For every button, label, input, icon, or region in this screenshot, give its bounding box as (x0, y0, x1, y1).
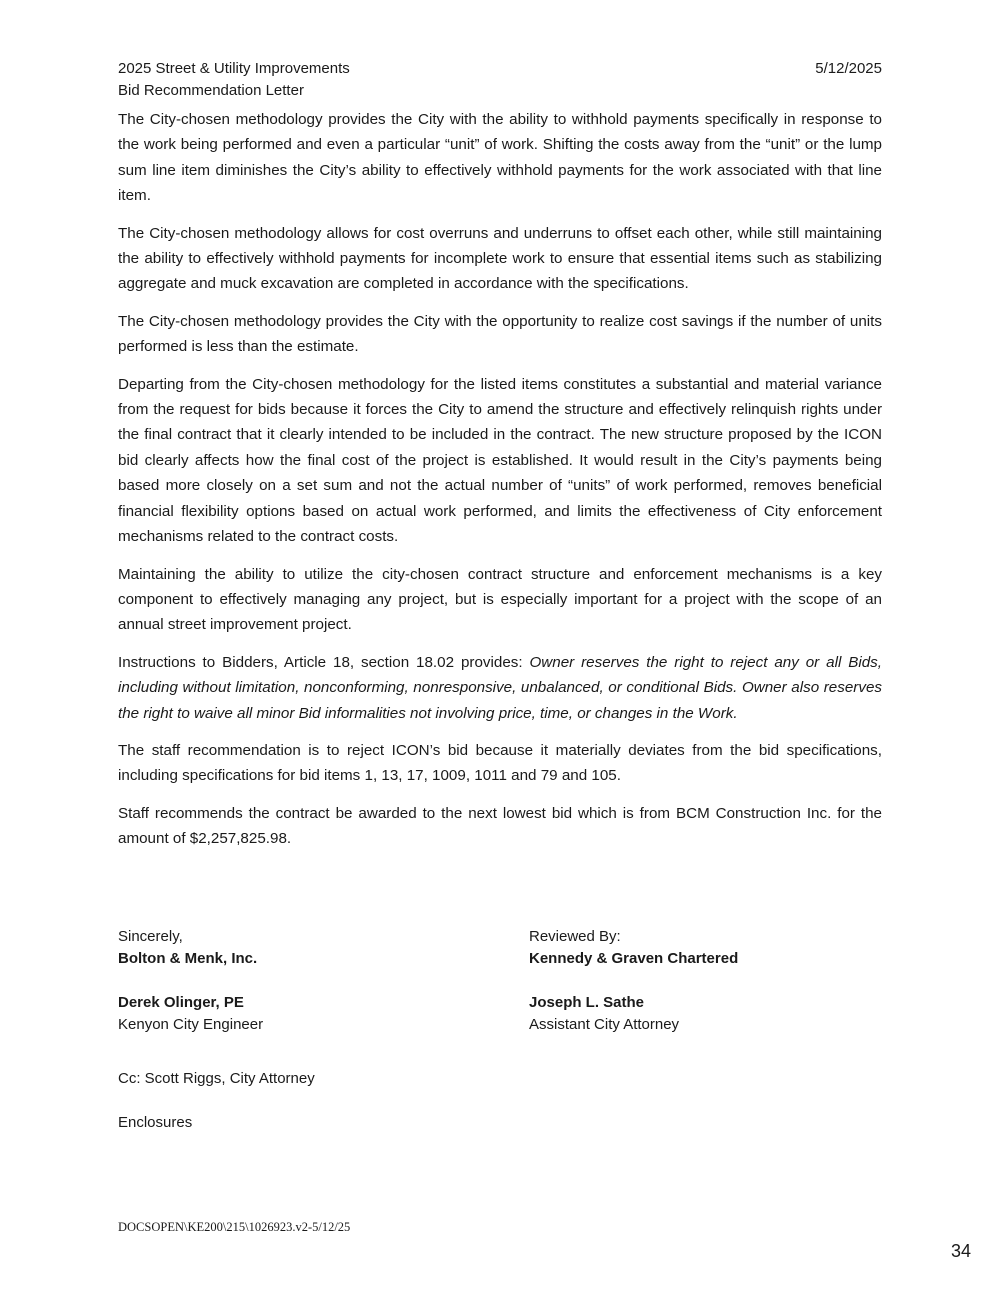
paragraph-instructions-to-bidders (118, 650, 882, 726)
paragraph-cost-overruns: The City-chosen methodology allows for cost overruns and underruns to offset each other, while still maintaining the ability to effectively withhold payments for incomplete work to ensure that essential items such as stabilizing aggregate and muck excavation are completed in accordance with the specifications. (118, 224, 882, 293)
header-left (118, 58, 350, 102)
letter-date: 5/12/2025 (815, 60, 882, 77)
paragraph-enforcement: Maintaining the ability to utilize the city-chosen contract structure and enforcement mechanisms is a key component to effectively managing any project, but is especially important for a project with the scope of an annual street improvement project. (118, 565, 882, 634)
signature-block (118, 926, 882, 1036)
letter-page (118, 58, 882, 852)
signature-left (118, 926, 529, 1036)
paragraph-withhold-payments: The City-chosen methodology provides the City with the ability to withhold payments specifically in response to the work being performed and even a particular “unit” of work. Shifting the costs away from the “unit” or the lump sum line item diminishes the City’s ability to effectively withhold payments for the work associated with that line item. (118, 111, 882, 205)
cc-line: Cc: Scott Riggs, City Attorney (118, 1070, 315, 1087)
signer-title-engineer: Kenyon City Engineer (118, 1016, 264, 1033)
letter-header (118, 58, 882, 102)
signature-right (529, 926, 882, 1036)
project-title: 2025 Street & Utility Improvements (118, 60, 350, 77)
enclosures-line: Enclosures (118, 1114, 193, 1131)
signer-title-attorney: Assistant City Attorney (529, 1016, 680, 1033)
firm-kennedy-graven: Kennedy & Graven Chartered (529, 950, 739, 967)
signer-name-olinger: Derek Olinger, PE (118, 994, 244, 1011)
closing-sincerely: Sincerely, (118, 928, 183, 945)
paragraph-material-variance: Departing from the City-chosen methodology for the listed items constitutes a substantial and material variance from the request for bids because it forces the City to amend the structure and effectively relinquish rights under the final contract that it clearly intended to be included in the contract. The new structure proposed by the ICON bid clearly affects how the final cost of the project is established. It would result in the City’s payments being based more closely on a set sum and not the actual number of “units” of work performed, removes beneficial financial flexibility options based on actual work performed, and limits the effectiveness of City enforcement mechanisms related to the contract costs. (118, 375, 882, 546)
page-number: 34 (951, 1241, 972, 1261)
paragraph-staff-recommendation: The staff recommendation is to reject ICON’s bid because it materially deviates from the bid specifications, including specifications for bid items 1, 13, 17, 1009, 1011 and 79 and 105. (118, 741, 882, 785)
firm-bolton-menk: Bolton & Menk, Inc. (118, 950, 258, 967)
paragraph-cost-savings: The City-chosen methodology provides the City with the opportunity to realize cost savings if the number of units performed is less than the estimate. (118, 312, 882, 356)
document-type: Bid Recommendation Letter (118, 82, 304, 99)
instructions-quote: Owner reserves the right to reject any or all Bids, including without limitation, nonconforming, nonresponsive, unbalanced, or conditional Bids. Owner also reserves the right to waive all minor Bid informalities not involving price, time, or changes in the Work. (118, 653, 882, 722)
closing-reviewed-by: Reviewed By: (529, 928, 621, 945)
signer-name-sathe: Joseph L. Sathe (529, 994, 645, 1011)
instructions-intro: Instructions to Bidders, Article 18, section 18.02 provides: (118, 653, 530, 671)
paragraph-award: Staff recommends the contract be awarded to the next lowest bid which is from BCM Construction Inc. for the amount of $2,257,825.98. (118, 804, 882, 848)
document-path-footer: DOCSOPEN\KE200\215\1026923.v2-5/12/25 (118, 1220, 351, 1234)
